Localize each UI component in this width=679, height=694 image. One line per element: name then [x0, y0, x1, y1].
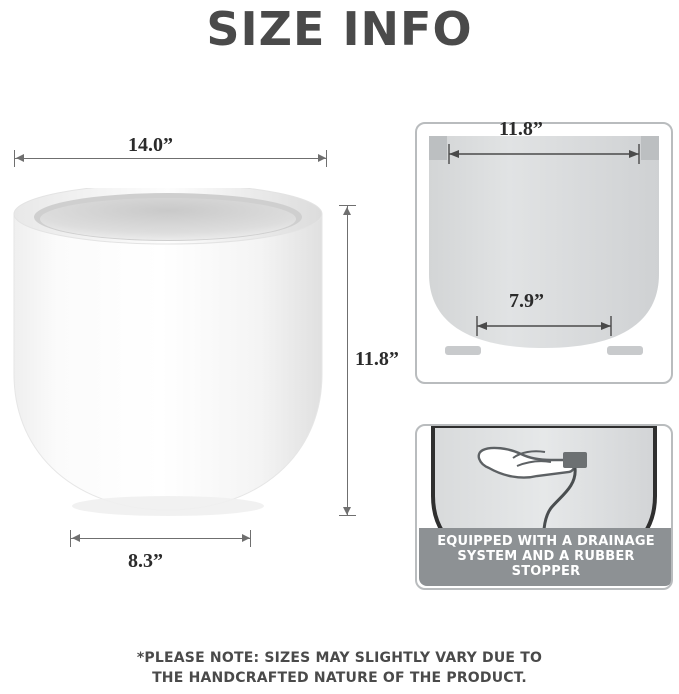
inner-top-width-label: 11.8” — [499, 118, 543, 140]
base-width-label: 8.3” — [128, 550, 163, 572]
footnote — [0, 648, 679, 688]
section-foot-left — [445, 346, 481, 355]
top-width-left-arrow — [16, 154, 24, 162]
inner-base-width-label: 7.9” — [509, 290, 544, 312]
section-wall-right — [641, 136, 659, 160]
footnote-line1: *PLEASE NOTE: SIZES MAY SLIGHTLY VARY DUE TO — [136, 650, 543, 666]
base-width-dimension-line — [70, 538, 250, 539]
held-stopper — [563, 452, 587, 468]
base-width-right-arrow — [242, 534, 250, 542]
cross-section-svg — [417, 124, 671, 382]
base-width-right-tick — [250, 530, 251, 547]
height-top-arrow — [343, 207, 351, 215]
top-width-left-tick — [14, 150, 15, 167]
pot-inner-cavity — [40, 198, 296, 240]
cross-section-panel — [415, 118, 673, 384]
pot-base-shadow — [72, 496, 264, 516]
page-title: SIZE INFO — [206, 2, 473, 56]
top-width-label: 14.0” — [128, 134, 173, 156]
top-width-right-tick — [326, 150, 327, 167]
pot-body-shape — [14, 214, 322, 510]
footnote-line2: THE HANDCRAFTED NATURE OF THE PRODUCT. — [152, 670, 527, 686]
pot-svg — [8, 188, 328, 528]
drainage-caption-line1: EQUIPPED WITH A DRAINAGE — [437, 534, 655, 549]
section-foot-right — [607, 346, 643, 355]
section-wall-left — [429, 136, 447, 160]
drainage-caption-line2: SYSTEM AND A RUBBER STOPPER — [457, 549, 635, 579]
top-width-dimension-line — [14, 158, 326, 159]
pot-illustration — [8, 188, 328, 528]
height-top-tick — [339, 205, 356, 206]
height-bottom-tick — [339, 515, 356, 516]
height-label: 11.8” — [355, 348, 399, 370]
section-body — [429, 136, 659, 348]
height-dimension-line — [347, 205, 348, 515]
base-width-left-tick — [70, 530, 71, 547]
drainage-panel — [415, 424, 673, 590]
drainage-caption — [419, 528, 673, 586]
top-width-right-arrow — [318, 154, 326, 162]
base-width-left-arrow — [72, 534, 80, 542]
height-bottom-arrow — [343, 507, 351, 515]
